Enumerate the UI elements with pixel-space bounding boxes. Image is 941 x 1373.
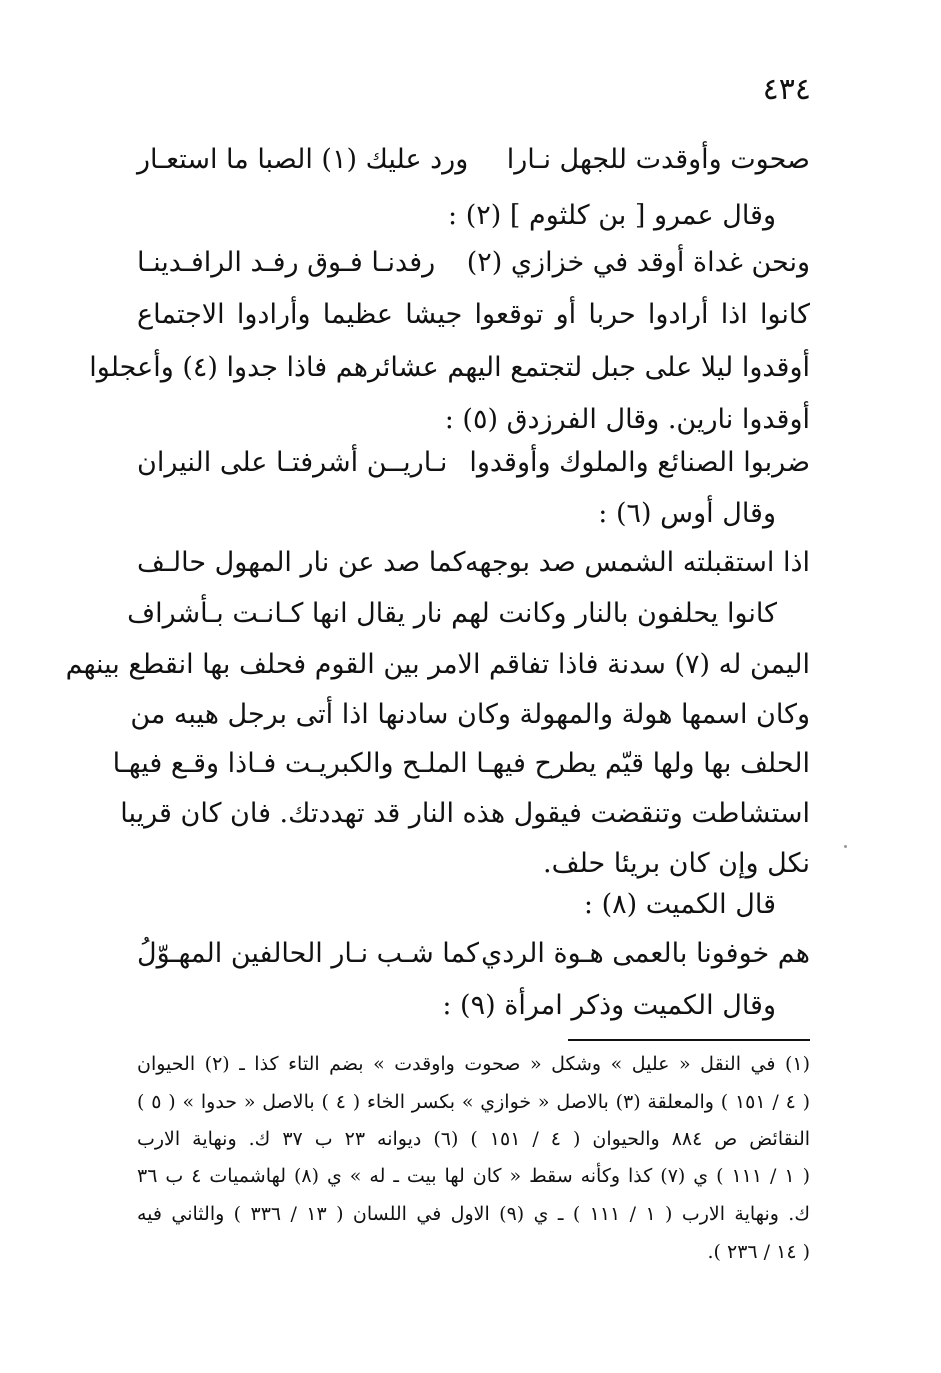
- intro-kumait-2: وقال الكميت وذكر امرأة (٩) :: [442, 990, 776, 1021]
- verse-4-second-hemistich: كما صد عن نار المهول حالـف: [137, 547, 466, 578]
- paragraph-line: كانوا اذا أرادوا حربا أو توقعوا جيشا عظيما وأرادوا الاجتماع: [137, 299, 810, 330]
- footnote-line: ك. ونهاية الارب ( ١ / ١١١ ) ـ ي (٩) الاول في اللسان ( ١٣ / ٣٣٦ ) والثاني فيه: [137, 1203, 810, 1225]
- paragraph-line: استشاطت وتنقضت فيقول هذه النار قد تهددتك. فان كان قريبا: [120, 798, 810, 829]
- footnote-line: (١) في النقل « عليل » وشكل « صحوت واوقدت » بضم التاء كذا ـ (٢) الحيوان: [137, 1053, 810, 1075]
- footnote-line: النقائض ص ٨٨٤ والحيوان ( ٤ / ١٥١ ) (٦) ديوانه ٢٣ ب ٣٧ ك. ونهاية الارب: [137, 1128, 811, 1150]
- footnote-line: ( ١٤ / ٢٣٦ ).: [707, 1241, 810, 1263]
- intro-aws: وقال أوس (٦) :: [598, 498, 776, 529]
- verse-1-second-hemistich: ورد عليك (١) الصبا ما استعـار: [137, 144, 469, 175]
- verse-2-second-hemistich: رفدنـا فـوق رفـد الرافـدينـا: [137, 247, 436, 278]
- footnote-line: ( ٤ / ١٥١ ) والمعلقة (٣) بالاصل « خوازي » بكسر الخاء ( ٤ ) بالاصل « حدوا » ( ٥ ): [137, 1091, 811, 1113]
- verse-2-first-hemistich: ونحن غداة أوقد في خزازي (٢): [466, 247, 810, 278]
- scan-speck: [844, 845, 847, 848]
- verse-3-second-hemistich: نـاريــن أشرفتـا على النيران: [137, 447, 448, 478]
- paragraph-line: كانوا يحلفون بالنار وكانت لهم نار يقال انها كـانـت بـأشراف: [127, 598, 777, 629]
- paragraph-line: أوقدوا ليلا على جبل لتجتمع اليهم عشائرهم فاذا جدوا (٤) وأعجلوا: [89, 352, 810, 383]
- footnote-line: ( ١ / ١١١ ) ي (٧) كذا وكأنه سقط « كان لها بيت ـ له » ي (٨) لهاشميات ٤ ب ٣٦: [137, 1165, 810, 1187]
- intro-amr: وقال عمرو [ بن كلثوم ] (٢) :: [448, 200, 776, 231]
- verse-1-first-hemistich: صحوت وأوقدت للجهل نـارا: [506, 144, 810, 175]
- footnote-separator: [568, 1039, 810, 1041]
- paragraph-line: وكان اسمها هولة والمهولة وكان سادنها اذا أتى برجل هيبه من: [130, 699, 810, 730]
- paragraph-line: أوقدوا نارين. وقال الفرزدق (٥) :: [444, 404, 810, 435]
- paragraph-line: اليمن له (٧) سدنة فاذا تفاقم الامر بين القوم فحلف بها انقطع بينهم: [65, 649, 810, 680]
- verse-5-second-hemistich: كما شـب نـار الحالفين المهـوّلُ: [137, 938, 479, 969]
- intro-kumait: قال الكميت (٨) :: [583, 889, 776, 920]
- paragraph-line: نكل وإن كان بريئا حلف.: [543, 848, 810, 879]
- paragraph-line: الحلف بها ولها قيّم يطرح فيهـا الملـح والكبريـت فـاذا وقـع فيهـا: [112, 748, 810, 779]
- verse-3-first-hemistich: ضربوا الصنائع والملوك وأوقدوا: [469, 447, 810, 478]
- verse-5-first-hemistich: هم خوفونا بالعمى هـوة الردي: [481, 938, 810, 969]
- verse-4-first-hemistich: اذا استقبلته الشمس صد بوجهه: [464, 547, 810, 578]
- page-number: ٤٣٤: [762, 72, 811, 107]
